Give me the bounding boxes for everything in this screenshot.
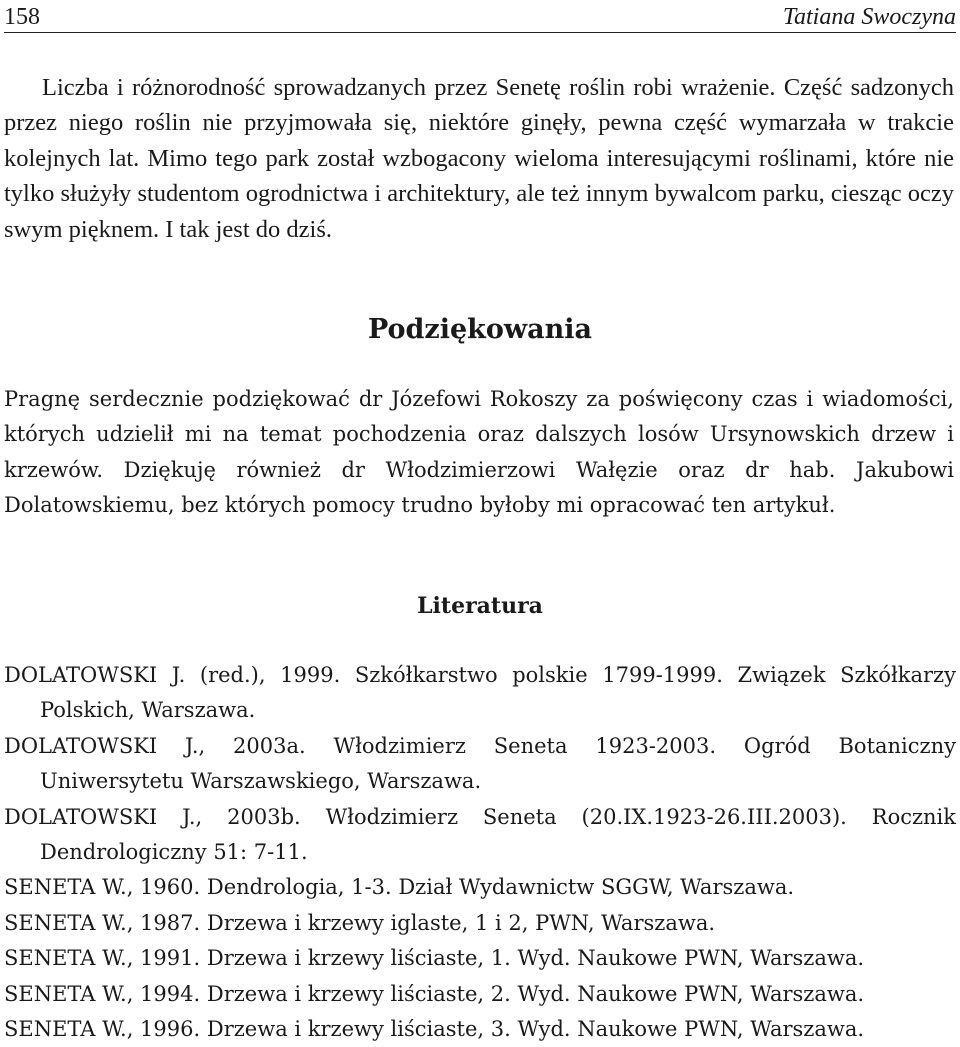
acknowledgements-heading: Podziękowania [367,314,593,345]
reference-item: SENETA W., 1996. Drzewa i krzewy liściaste, 3. Wyd. Naukowe PWN, Warszawa. [4,1017,865,1042]
reference-item: SENETA W., 1991. Drzewa i krzewy liściaste, 1. Wyd. Naukowe PWN, Warszawa. [4,946,865,971]
reference-item: SENETA W., 1987. Drzewa i krzewy iglaste, 1 i 2, PWN, Warszawa. [4,910,716,935]
reference-item: DOLATOWSKI J., 2003b. Włodzimierz Seneta (20.IX.1923-26.III.2003). Rocznik Dendrologiczny 51: 7-11. [4,804,956,865]
literature-heading: Literatura [417,593,543,619]
reference-item: SENETA W., 1994. Drzewa i krzewy liściaste, 2. Wyd. Naukowe PWN, Warszawa. [4,981,865,1006]
intro-paragraph: Liczba i różnorodność sprowadzanych przez Senetę roślin robi wrażenie. Część sadzonych przez niego roślin nie przyjmowała się, niektóre ginęły, pewna część wymarzała w trakcie kolejnych lat. Mimo tego park został wzbogacony wieloma interesującymi roślinami, które nie tylko służyły studentom ogrodnictwa i architektury, ale też innym bywalcom parku, ciesząc oczy swym pięknem. I tak jest do dziś. [4,74,954,243]
reference-item: DOLATOWSKI J. (red.), 1999. Szkółkarstwo polskie 1799-1999. Związek Szkółkarzy Polskich, Warszawa. [4,663,956,723]
acknowledgements-paragraph: Pragnę serdecznie podziękować dr Józefowi Rokoszy za poświęcony czas i wiadomości, których udzielił mi na temat pochodzenia oraz dalszych losów Ursynowskich drzew i krzewów. Dziękuję również dr Włodzimierzowi Wałęzie oraz dr hab. Jakubowi Dolatowskiemu, bez których pomocy trudno byłoby mi opracować ten artykuł. [4,387,954,518]
reference-item: SENETA W., 1960. Dendrologia, 1-3. Dział Wydawnictw SGGW, Warszawa. [4,875,795,900]
reference-item: DOLATOWSKI J., 2003a. Włodzimierz Seneta 1923-2003. Ogród Botaniczny Uniwersytetu Warszawskiego, Warszawa. [4,733,956,794]
running-header [4,2,956,33]
reference-list [4,658,956,1047]
page-number: 158 [4,4,40,30]
header-author: Tatiana Swoczyna [782,4,956,30]
